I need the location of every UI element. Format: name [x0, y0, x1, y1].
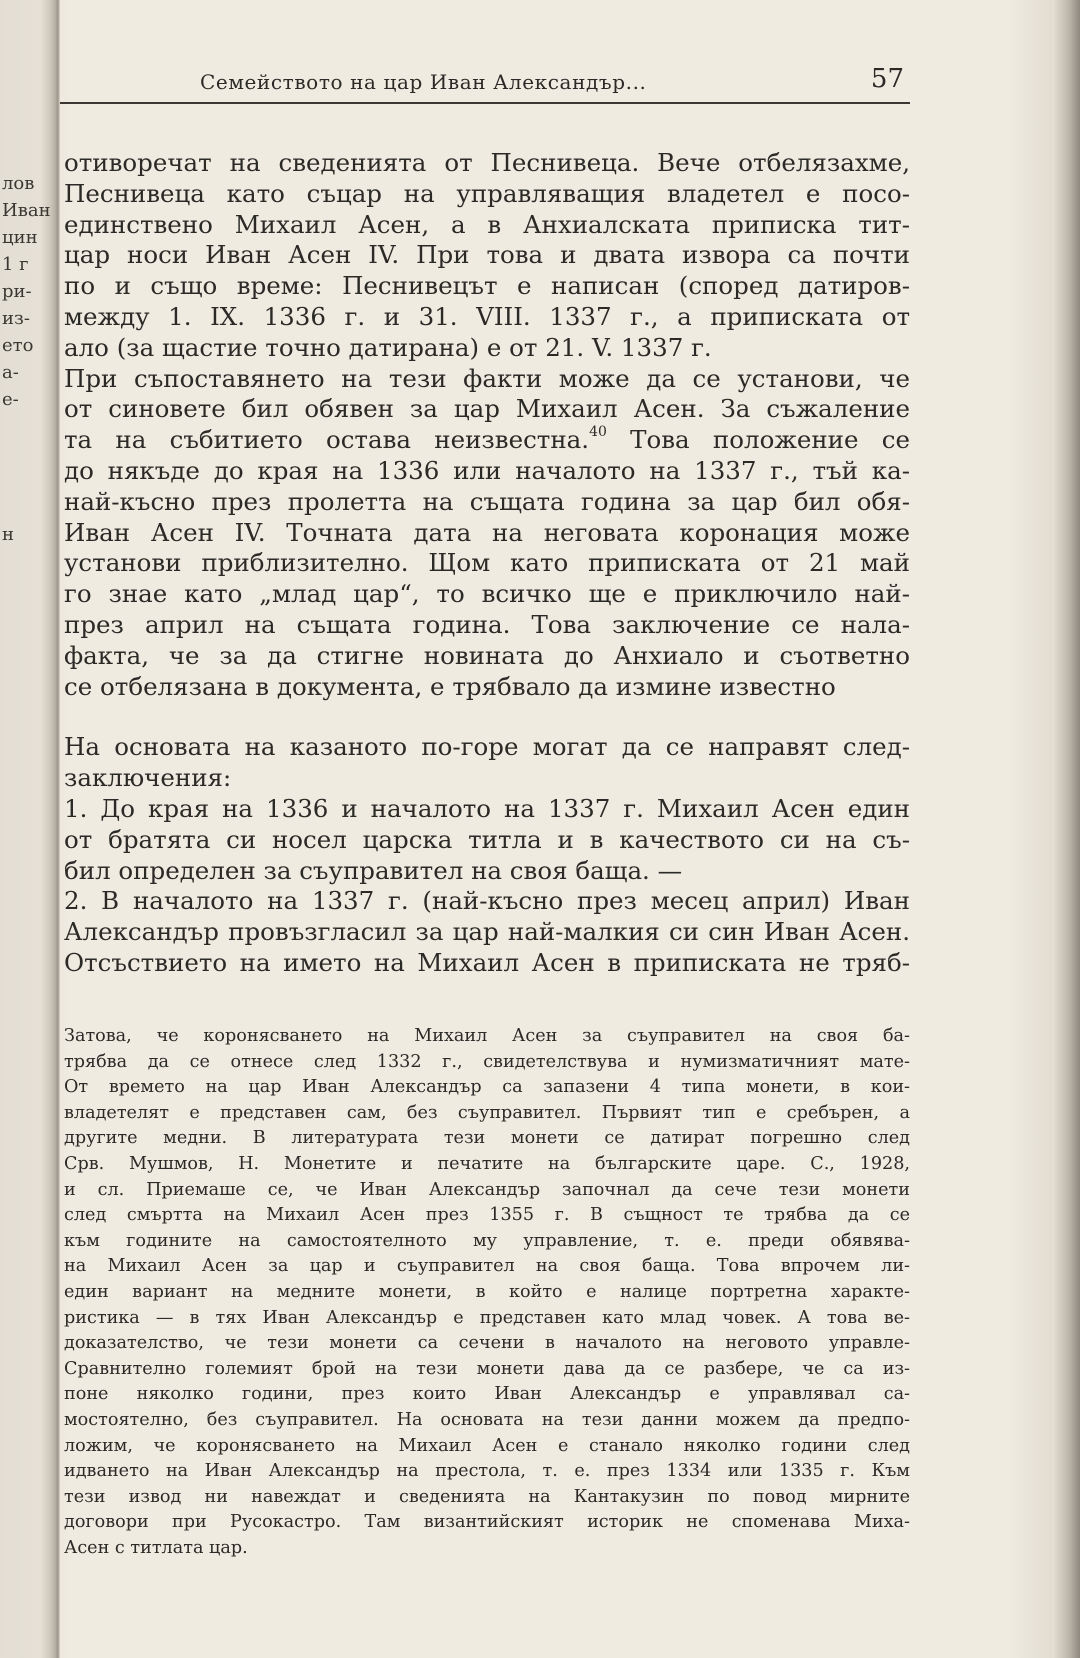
conclusion-line: Александър провъзгласил за цар най-малкия си син Иван Асен. — [64, 917, 910, 947]
footnote-line: договори при Русокастро. Там византийският историк не споменава Миха- — [64, 1512, 910, 1533]
text-line: ало (за щастие точно датирана) е от 21. V. 1337 г. — [64, 332, 712, 362]
text-line: до някъде до края на 1336 или началото на 1337 г., тъй ка- — [64, 455, 910, 485]
gutter-fragment — [2, 494, 42, 521]
footnote-line: Срв. Мушмов, Н. Монетите и печатите на българските царе. С., 1928, — [64, 1153, 910, 1174]
text-line: Иван Асен IV. Точната дата на неговата коронация може — [64, 517, 910, 547]
paragraph-gap — [64, 702, 910, 732]
gutter-fragment: цин — [2, 227, 38, 248]
footnote-text — [64, 1024, 910, 1561]
conclusion-line: 1. До края на 1336 и началото на 1337 г. Михаил Асен един — [64, 793, 910, 823]
footnote-line: поне няколко години, през които Иван Александър е управлявал са- — [64, 1384, 910, 1405]
main-text — [64, 148, 910, 979]
text-line: цар носи Иван Асен IV. При това и двата извора са почти — [64, 240, 910, 270]
gutter-fragment: ри- — [2, 281, 32, 302]
text-line-part: Това положение се — [606, 425, 910, 455]
footnote-line: към годините на самостоятелното му управление, т. е. преди обявява- — [64, 1230, 910, 1251]
footnote-line: другите медни. В литературата тези монети се датират погрешно след — [64, 1128, 910, 1149]
footnote-line: идването на Иван Александър на престола, т. е. през 1334 или 1335 г. Към — [64, 1461, 910, 1482]
footnote-line: От времето на цар Иван Александър са запазени 4 типа монети, в кои- — [64, 1077, 910, 1098]
page-number: 57 — [870, 64, 904, 94]
footnote-line: Затова, че коронясването на Михаил Асен за съуправител на своя ба- — [64, 1026, 910, 1046]
text-line: се отбелязана в документа, е трябвало да измине известно — [64, 671, 836, 701]
footnote-reference[interactable]: 40 — [589, 424, 607, 441]
conclusion-line: от братята си носел царска титла и в качеството си на съ- — [64, 824, 910, 854]
previous-page-fragments — [2, 170, 51, 548]
footnote-line: на Михаил Асен за цар и съуправител на своя баща. Това впрочем ли- — [64, 1256, 910, 1277]
gutter-fragment — [2, 440, 42, 467]
footnote-line: Асен с титлата цар. — [64, 1537, 248, 1558]
conclusion-line: бил определен за съуправител на своя баща. — — [64, 855, 683, 885]
text-line: между 1. IX. 1336 г. и 31. VIII. 1337 г., а приписката от — [64, 301, 910, 331]
page-header — [60, 62, 910, 104]
footnote-line: след смъртта на Михаил Асен през 1355 г. В същност те трябва да се — [64, 1205, 910, 1226]
binding-gutter — [0, 0, 60, 1658]
gutter-fragment: е- — [2, 389, 19, 410]
footnote-line: ристика — в тях Иван Александър е представен като млад човек. А това ве- — [64, 1307, 910, 1328]
conclusion-line: На основата на казаното по-горе могат да се направят след- — [64, 732, 910, 762]
gutter-fragment: ето — [2, 335, 34, 356]
gutter-fragment: из- — [2, 308, 30, 329]
gutter-fragment — [2, 467, 42, 494]
footnote-line: владетелят е представен сам, без съуправител. Първият тип е сребърен, а — [64, 1102, 910, 1123]
text-line: отиворечат на сведенията от Песнивеца. Вече отбелязахме, — [64, 148, 910, 177]
footnote-line: един вариант на медните монети, в който е налице портретна характе- — [64, 1281, 910, 1302]
footnote-line: доказателство, че тези монети са сечени в началото на неговото управле- — [64, 1333, 910, 1354]
footnote-line: трябва да се отнесе след 1332 г., свидетелствува и нумизматичният мате- — [64, 1051, 910, 1072]
conclusion-line: заключения: — [64, 763, 232, 793]
text-line: го знае като „млад цар“, то всичко ще е приключило най- — [64, 579, 910, 609]
page-edge — [1052, 0, 1080, 1658]
footnote-line: мостоятелно, без съуправител. На основата на тези данни можем да предпо- — [64, 1409, 910, 1430]
text-line: установи приблизително. Щом като приписката от 21 май — [64, 548, 910, 578]
footnote-line: ложим, че коронясването на Михаил Асен е станало няколко години след — [64, 1435, 910, 1456]
footnote-line: и сл. Приемаше се, че Иван Александър започнал да сече тези монети — [64, 1179, 910, 1200]
footnote-line: тези извод ни навеждат и сведенията на Кантакузин по повод мирните — [64, 1486, 910, 1507]
text-line: факта, че за да стигне новината до Анхиало и съответно — [64, 640, 910, 670]
text-line: от синовете бил обявен за цар Михаил Асен. За съжаление — [64, 394, 910, 424]
text-line: Песнивеца като съцар на управляващия владетел е посо- — [64, 178, 910, 208]
text-line: през април на същата година. Това заключение се нала- — [64, 609, 910, 639]
text-line: по и също време: Песнивецът е написан (според датиров- — [64, 271, 910, 301]
gutter-fragment: Иван — [2, 200, 51, 221]
text-line: най-късно през пролетта на същата година за цар бил обя- — [64, 486, 910, 516]
text-line: При съпоставянето на тези факти може да се установи, че — [64, 363, 910, 393]
footnote-line: Сравнително големият брой на тези монети дава да се разбере, че са из- — [64, 1358, 910, 1379]
gutter-fragment: 1 г — [2, 254, 29, 275]
gutter-fragment: н — [2, 524, 14, 545]
gutter-fragment — [2, 413, 42, 440]
conclusion-line: 2. В началото на 1337 г. (най-късно през месец април) Иван — [64, 886, 910, 916]
text-line — [64, 425, 910, 456]
text-line-part: та на събитието остава неизвестна. — [64, 425, 590, 455]
conclusion-line: Отсъствието на името на Михаил Асен в приписката не тряб- — [64, 947, 910, 977]
gutter-fragment: лов — [2, 173, 35, 194]
gutter-fragment: а- — [2, 362, 19, 383]
text-line: единствено Михаил Асен, а в Анхиалската приписка тит- — [64, 209, 910, 239]
running-title: Семейството на цар Иван Александър... — [200, 70, 647, 94]
